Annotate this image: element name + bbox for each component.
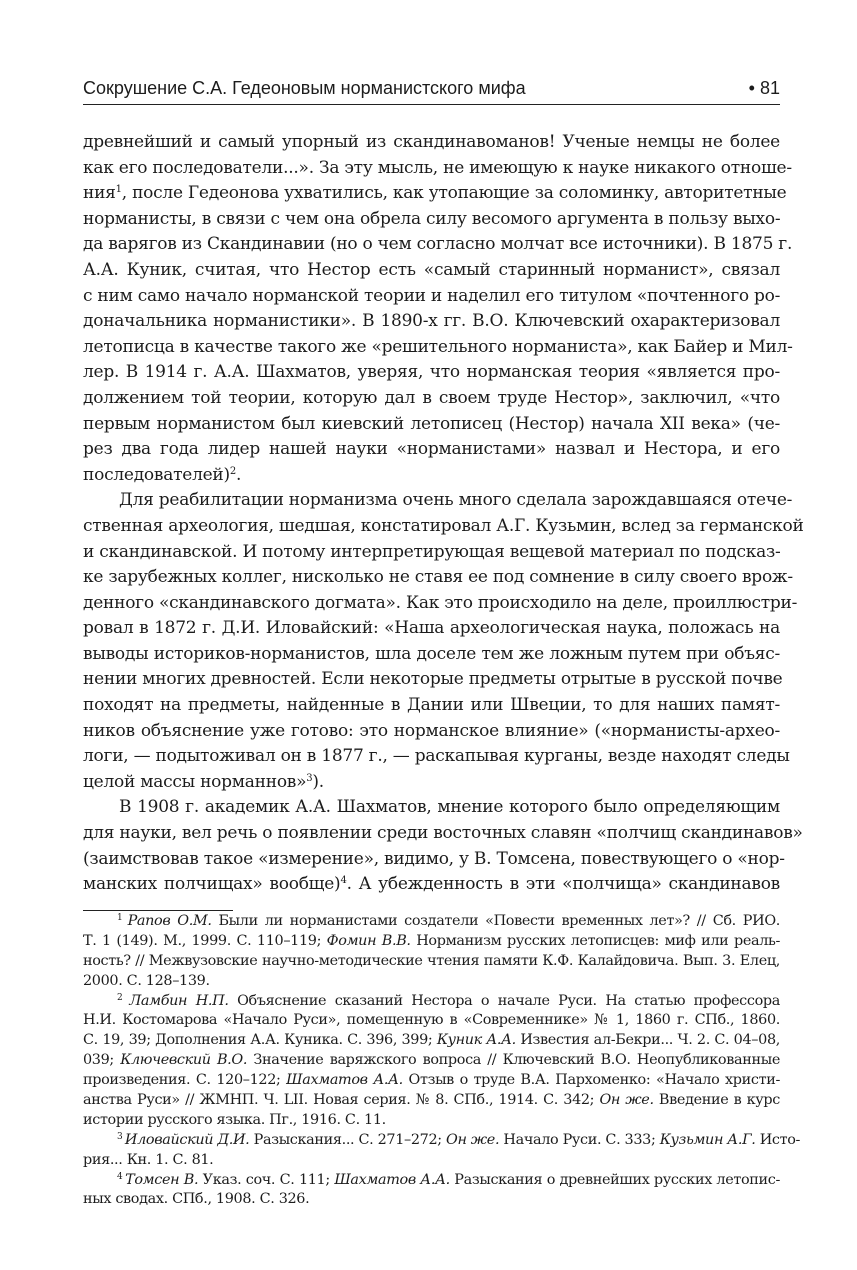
- text-line: [83, 744, 790, 770]
- footnote-text: Введение в курс: [653, 1092, 780, 1109]
- text-line: [83, 616, 780, 642]
- text-line: [83, 181, 787, 207]
- text-line: [83, 719, 780, 745]
- line-text: как его последователи...». За эту мысль, не имеющую к науке никакого отноше-: [83, 157, 792, 178]
- footnote-text: Начало Руси. С. 333;: [499, 1131, 660, 1148]
- cited-author: Ламбин Н.П.: [129, 992, 229, 1009]
- footnote-line: [83, 1071, 780, 1091]
- cited-author: Шахматов А.А.: [286, 1072, 403, 1089]
- line-text: летописца в качестве такого же «решительного норманиста», как Байер и Мил-: [83, 336, 793, 357]
- text-line: [83, 795, 780, 821]
- line-text: денного «скандинавского догмата». Как это происходило на деле, проиллюстри-: [83, 592, 798, 613]
- line-text: первым норманистом был киевский летописец (Нестор) начала XII века» (че-: [83, 413, 780, 434]
- cited-author: Куник А.А.: [436, 1032, 516, 1049]
- text-line: [83, 130, 780, 156]
- footnote-line: [83, 1031, 780, 1051]
- cited-author: Он же.: [446, 1131, 500, 1148]
- footnote-line: [83, 932, 780, 952]
- footnote-text: рия... Кн. 1. С. 81.: [83, 1151, 214, 1168]
- line-text: ровал в 1872 г. Д.И. Иловайский: «Наша археологическая наука, положась на: [83, 618, 780, 639]
- cited-author: Томсен В.: [125, 1171, 199, 1188]
- running-header: [83, 74, 780, 102]
- footnote-text: Указ. соч. С. 111;: [198, 1171, 335, 1188]
- line-text: ников объяснение уже готово: это норманское влияние» («норманисты-архео-: [83, 720, 780, 741]
- text-line: [83, 540, 780, 566]
- line-text: норманисты, в связи с чем она обрела силу весомого аргумента в пользу выхо-: [83, 208, 781, 229]
- footnote-line: [83, 1190, 780, 1210]
- footnote-text: Значение варяжского вопроса // Ключевский В.О. Неопубликованные: [247, 1052, 780, 1069]
- text-line: [83, 872, 780, 898]
- line-text: лер. В 1914 г. А.А. Шахматов, уверяя, что норманская теория «является про-: [83, 362, 780, 383]
- footnote-text: Отзыв о труде В.А. Пархоменко: «Начало христи-: [402, 1072, 780, 1089]
- header-rule: [83, 104, 780, 105]
- footnote-text: произведения. С. 120–122;: [83, 1072, 287, 1089]
- page-number: • 81: [748, 78, 780, 98]
- line-text: В 1908 г. академик А.А. Шахматов, мнение которого было определяющим: [119, 797, 780, 818]
- line-text: ственная археология, шедшая, констатировал А.Г. Кузьмин, вслед за германской: [83, 515, 804, 536]
- footnote-text: анства Руси» // ЖМНП. Ч. LII. Новая серия. № 8. СПб., 1914. С. 342;: [83, 1092, 600, 1109]
- footnote-line: [83, 952, 780, 972]
- footnote-text: истории русского языка. Пг., 1916. С. 11.: [83, 1111, 386, 1128]
- footnote-ref: 3: [306, 772, 313, 784]
- line-text: походят на предметы, найденные в Дании или Швеции, то для наших памят-: [83, 695, 780, 716]
- cited-author: Иловайский Д.И.: [124, 1131, 250, 1148]
- text-line: [83, 642, 780, 668]
- footnote-line: [83, 912, 780, 932]
- text-line: [83, 360, 780, 386]
- text-line: [83, 284, 780, 310]
- line-text: да варягов из Скандинавии (но о чем согласно молчат все источники). В 1875 г.: [83, 234, 793, 255]
- footnote-text: 039;: [83, 1052, 121, 1069]
- line-text: нении многих древностей. Если некоторые предметы отрытые в русской почве: [83, 669, 783, 690]
- line-text: с ним само начало норманской теории и наделил его титулом «почтенного ро-: [83, 285, 781, 306]
- cited-author: Он же.: [599, 1092, 654, 1109]
- paragraph: [83, 130, 793, 488]
- paragraph: [83, 488, 804, 795]
- running-title: Сокрушение С.А. Гедеоновым норманистского мифа: [83, 78, 526, 98]
- text-line: [83, 591, 798, 617]
- footnote-line: [83, 1151, 780, 1171]
- text-line: [83, 258, 780, 284]
- footnote-text: Известия ал-Бекри... Ч. 2. С. 04–08,: [515, 1032, 780, 1049]
- footnote-line: [83, 992, 780, 1012]
- line-text: манских полчищах» вообще): [83, 874, 341, 895]
- footnote-text: Норманизм русских летописцев: миф или реаль-: [410, 932, 780, 949]
- footnote-separator: [83, 910, 233, 911]
- footnote-line: [83, 1171, 780, 1191]
- line-text: ).: [312, 771, 324, 792]
- line-text: А.А. Куник, считая, что Нестор есть «самый старинный норманист», связал: [83, 259, 780, 280]
- paragraph: [83, 795, 803, 897]
- footnote-number: 2: [117, 992, 130, 1003]
- cited-author: Кузьмин А.Г.: [659, 1131, 756, 1148]
- line-text: древнейший и самый упорный из скандинавоманов! Ученые немцы не более: [83, 132, 780, 152]
- text-line: [83, 488, 793, 514]
- line-text: выводы историков-норманистов, шла доселе тем же ложным путем при объяс-: [83, 643, 780, 664]
- text-line: [83, 207, 780, 233]
- text-line: [83, 565, 793, 591]
- text-line: [83, 821, 803, 847]
- footnote-text: Т. 1 (149). М., 1999. С. 110–119;: [83, 932, 327, 949]
- footnote-text: ных сводах. СПб., 1908. С. 326.: [83, 1191, 310, 1208]
- main-text: [83, 130, 804, 898]
- cited-author: Фомин В.В.: [326, 932, 411, 949]
- footnote-text: Исто-: [755, 1131, 801, 1148]
- footnote-text: Были ли норманистами создатели «Повести временных лет»? // Сб. РИО.: [211, 913, 780, 929]
- cited-author: Ключевский В.О.: [120, 1052, 248, 1069]
- line-text: рез два года лидер нашей науки «норманистами» назвал и Нестора, и его: [83, 439, 780, 460]
- footnote-number: 4: [117, 1171, 126, 1182]
- footnote-line: [83, 1051, 780, 1071]
- line-text: логи, — подытоживал он в 1877 г., — раскапывая курганы, везде находят следы: [83, 746, 790, 767]
- text-line: [83, 463, 780, 489]
- footnote-line: [83, 1011, 780, 1031]
- footnote-text: Н.И. Костомарова «Начало Руси», помещенную в «Современнике» № 1, 1860 г. СПб., 1860.: [83, 1012, 780, 1029]
- footnote-line: [83, 1091, 780, 1111]
- text-line: [83, 386, 780, 412]
- footnote: [83, 912, 780, 992]
- footnote-ref: 4: [340, 875, 347, 887]
- footnote-text: ность? // Межвузовские научно-методические чтения памяти К.Ф. Калайдовича. Вып. 3. Елец,: [83, 952, 780, 969]
- line-text: ке зарубежных коллег, нисколько не ставя ее под сомнение в силу своего врож-: [83, 567, 793, 588]
- text-line: [83, 412, 780, 438]
- footnote-text: С. 19, 39; Дополнения А.А. Куника. С. 396, 399;: [83, 1032, 437, 1049]
- line-text: . А убежденность в эти «полчища» скандинавов: [346, 874, 781, 895]
- text-line: [83, 156, 792, 182]
- footnote-number: 1: [117, 913, 128, 923]
- line-text: последователей): [83, 464, 230, 485]
- footnote-text: 2000. С. 128–139.: [83, 972, 210, 989]
- footnote-ref: 1: [115, 184, 122, 196]
- text-line: [83, 693, 780, 719]
- footnote-text: Объяснение сказаний Нестора о начале Руси. На статью профессора: [228, 992, 780, 1009]
- cited-author: Шахматов А.А.: [334, 1171, 450, 1188]
- footnote: [83, 1171, 780, 1211]
- footnote-number: 3: [117, 1131, 125, 1142]
- line-text: доначальника норманистики». В 1890-х гг. В.О. Ключевский охарактеризовал: [83, 311, 780, 332]
- line-text: (заимствовав такое «измерение», видимо, у В. Томсена, повествующего о «нор-: [83, 848, 785, 869]
- text-line: [83, 232, 793, 258]
- text-line: [83, 770, 780, 796]
- text-line: [83, 847, 785, 873]
- footnote-text: Разыскания о древнейших русских летопис-: [449, 1171, 781, 1188]
- line-text: , после Гедеонова ухватились, как утопающие за соломинку, авторитетные: [121, 183, 787, 204]
- text-line: [83, 335, 793, 361]
- line-text: .: [236, 464, 242, 485]
- text-line: [83, 309, 780, 335]
- footnote-line: [83, 1111, 780, 1131]
- footnote: [83, 992, 780, 1131]
- footnote-line: [83, 972, 780, 992]
- line-text: ния: [83, 183, 116, 204]
- text-line: [83, 667, 783, 693]
- line-text: и скандинавской. И потому интерпретирующая вещевой материал по подсказ-: [83, 541, 781, 562]
- line-text: Для реабилитации норманизма очень много сделала зарождавшаяся отече-: [119, 490, 793, 511]
- text-line: [83, 437, 780, 463]
- footnote: [83, 1131, 801, 1171]
- footnote-text: Разыскания... С. 271–272;: [249, 1131, 446, 1148]
- text-line: [83, 514, 804, 540]
- footnote-line: [83, 1131, 801, 1151]
- footnote-ref: 2: [229, 465, 237, 477]
- line-text: для науки, вел речь о появлении среди восточных славян «полчищ скандинавов»: [83, 823, 803, 844]
- footnotes: [83, 912, 801, 1210]
- line-text: должением той теории, которую дал в своем труде Нестор», заключил, «что: [83, 387, 780, 408]
- cited-author: Рапов О.М.: [127, 913, 212, 929]
- line-text: целой массы норманнов»: [83, 771, 307, 792]
